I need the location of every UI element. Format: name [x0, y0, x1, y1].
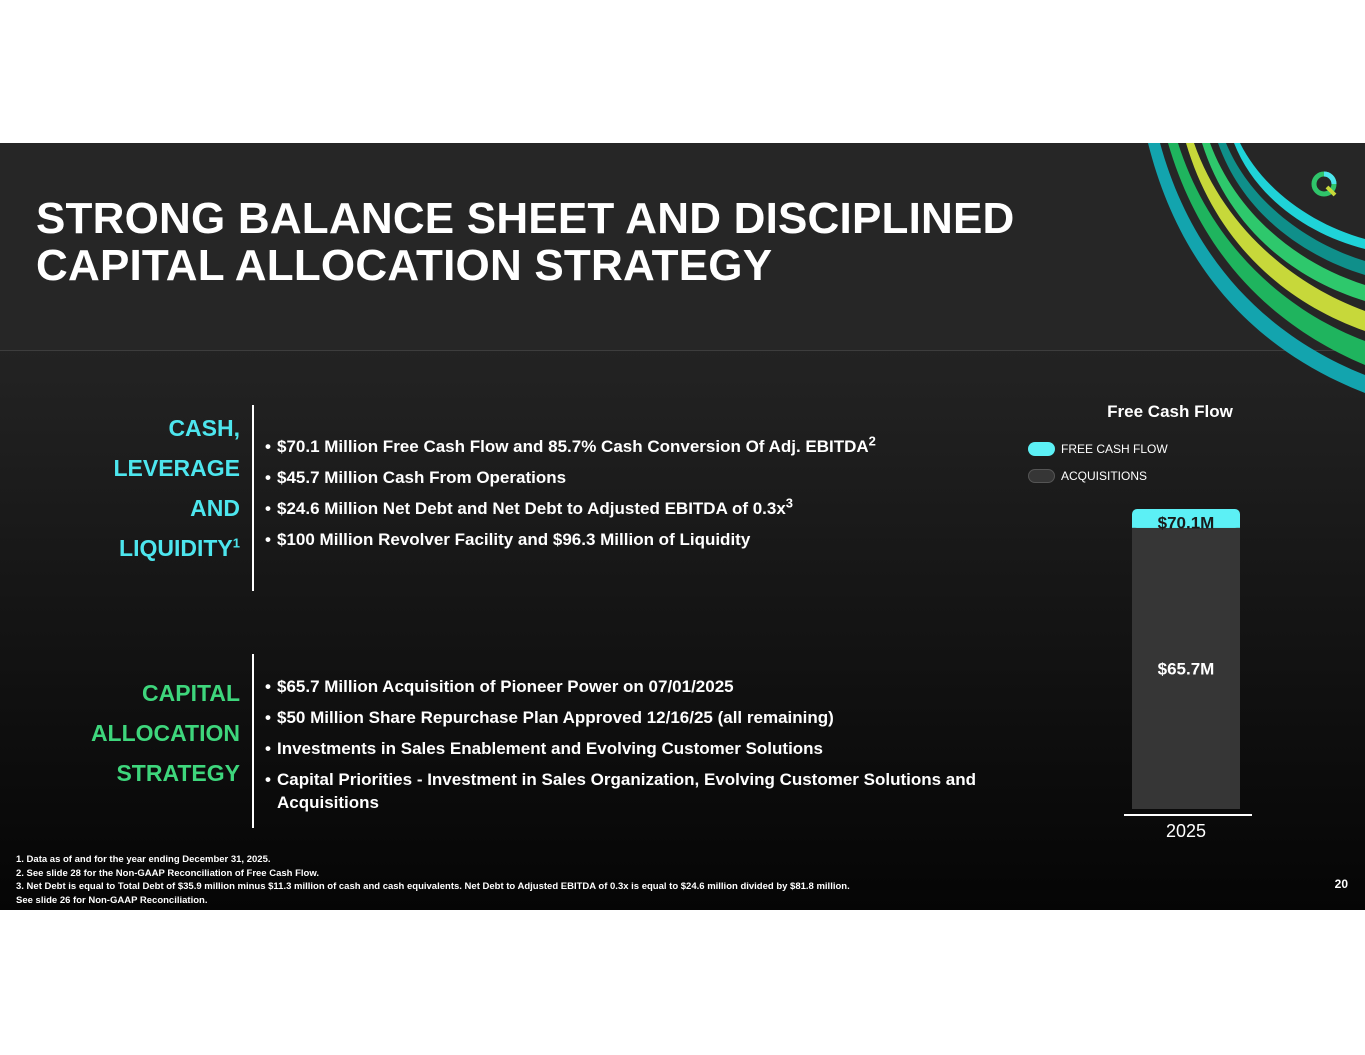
cash-label-line-4 — [60, 528, 240, 568]
capital-bullet-list — [265, 675, 985, 822]
capital-section-label — [40, 673, 240, 793]
footnote-3: 3. Net Debt is equal to Total Debt of $35.9 million minus $11.3 million of cash and cash equivalents. Net Debt to Adjusted EBITDA of 0.3x is equal to $24.6 million divided by $81.8 million. — [16, 881, 850, 892]
footnote-2: 2. See slide 28 for the Non-GAAP Reconciliation of Free Cash Flow. — [16, 867, 320, 879]
cash-section-label — [60, 408, 240, 568]
bullet-text: $70.1 Million Free Cash Flow and 85.7% Cash Conversion Of Adj. EBITDA — [277, 437, 869, 456]
capital-label-line-3: STRATEGY — [116, 760, 240, 786]
free-cash-flow-chart — [1100, 493, 1280, 843]
list-item — [265, 466, 985, 489]
cash-section-divider — [252, 405, 254, 591]
legend-swatch-free-cash-flow — [1028, 442, 1055, 456]
bullet-text: Investments in Sales Enablement and Evolving Customer Solutions — [277, 739, 824, 758]
page-title — [36, 195, 1116, 289]
bullet-text: $65.7 Million Acquisition of Pioneer Power on 07/01/2025 — [277, 677, 734, 696]
company-logo-icon — [1311, 171, 1337, 197]
list-item — [265, 528, 985, 551]
footnote-1: 1. Data as of and for the year ending December 31, 2025. — [16, 854, 271, 865]
cash-label-line-2: LEVERAGE — [113, 455, 240, 481]
x-tick-label: 2025 — [1165, 821, 1207, 841]
slide — [0, 143, 1365, 910]
cash-label-line-3: AND — [190, 495, 240, 521]
bullet-footnote-mark: 2 — [868, 433, 876, 449]
list-item — [265, 706, 985, 729]
legend-swatch-acquisitions — [1028, 469, 1055, 483]
list-item — [265, 497, 985, 520]
bullet-text: $50 Million Share Repurchase Plan Approved 12/16/25 (all remaining) — [277, 708, 834, 727]
capital-label-line-1: CAPITAL — [142, 680, 240, 706]
bullet-footnote-mark: 3 — [785, 495, 794, 511]
chart-legend — [1028, 435, 1168, 489]
title-line-1: STRONG BALANCE SHEET AND DISCIPLINED — [36, 194, 1015, 243]
list-item — [265, 435, 985, 458]
bullet-text: $24.6 Million Net Debt and Net Debt to Adjusted EBITDA of 0.3x — [277, 499, 786, 518]
bullet-text: $100 Million Revolver Facility and $96.3 Million of Liquidity — [277, 530, 751, 549]
capital-section-divider — [252, 654, 254, 828]
bullet-text: Capital Priorities - Investment in Sales Organization, Evolving Customer Solutions and Acquisitions — [277, 770, 977, 812]
footnote-4: See slide 26 for Non-GAAP Reconciliation. — [16, 894, 208, 906]
data-label-free-cash-flow: $70.1M — [1157, 513, 1215, 533]
cash-label-line-4-text: LIQUIDITY — [119, 535, 233, 561]
capital-label-line-2: ALLOCATION — [90, 720, 240, 746]
list-item — [265, 737, 985, 760]
cash-label-line-1: CASH, — [168, 415, 240, 441]
legend-label-free-cash-flow: FREE CASH FLOW — [1061, 441, 1168, 456]
legend-label-acquisitions: ACQUISITIONS — [1061, 468, 1148, 483]
legend-item-free-cash-flow — [1028, 435, 1168, 462]
data-label-acquisitions: $65.7M — [1157, 659, 1215, 679]
chart-title: Free Cash Flow — [1107, 402, 1233, 421]
cash-label-footnote-mark: 1 — [232, 535, 240, 551]
page-number: 20 — [1334, 877, 1348, 891]
cash-bullet-list — [265, 435, 985, 559]
legend-item-acquisitions — [1028, 462, 1168, 489]
footnotes — [16, 853, 1116, 907]
list-item — [265, 675, 985, 698]
bullet-text: $45.7 Million Cash From Operations — [277, 468, 567, 487]
list-item — [265, 768, 985, 814]
title-line-2: CAPITAL ALLOCATION STRATEGY — [36, 241, 773, 290]
